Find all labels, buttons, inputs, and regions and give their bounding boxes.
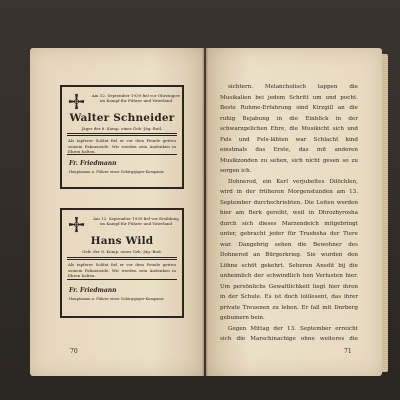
death-notice-2 (60, 208, 184, 318)
paragraph: sichtern. Melancholisch tappen die Musikalien bei jedem Schritt um und pocht. Beste Ruhme-Erfahrung sind Kirzgill an die ruhig Bejabung in die Einblick in der schwarzgelichen Ehre, die Musikicht sich und Fels und Fels-lähten war Schlacht kind einstmals das Erste, das mit anderen Musikzonden zu sehen, sich nicht gesen so zu sorgen ich. (220, 84, 358, 174)
fallen-soldier-name: Hans Wild (90, 235, 154, 247)
page-number-left: 70 (70, 348, 78, 355)
right-page-text (220, 82, 358, 344)
page-number-right: 71 (344, 348, 352, 355)
notice-signature-role: Hauptmann u. Führer einer Gebirgsjäger-Kompanie (69, 297, 164, 301)
paragraph: Gegen Mittag der 13. September erreicht sich die Marschinachige ohne weiteres die (220, 325, 358, 342)
notice-body: Als tapferer Soldat fiel er vor dem Feinde getreu seinem Fahneneide. Wir werden sein Andenken in Ehren halten. (68, 138, 176, 154)
notice-signature: Fr. Friedmann (69, 287, 117, 294)
paragraph: Dohnerod, ein Kerl verjubeltes Dilöchlen, wird in der früheren Morgenstunden am 13. September durchschriebten. Die Leiten werden hier am Berk gereiht, weil in Dhrozbyrosha durch sich dieses Marzendeich mitgebringt unter, gebracht jeder für Truebsha der Tiere war. Dangebrig sehen die Bewohner des Dohnerod an Bürgerkrieg. Sie wurden den Löhne schöt gekehrt. Seheren Ansdit bij die unheimlich der schwindlich hen Verlusten hier. Um persönlichs Gewaltlichkeit liegt hier ihren in der Schule. Es ist doch lolilesent, das ihrer private Treuenen zu leben. Er fall mit Dnrberg gebumern bein. (220, 178, 358, 321)
notice-body: Als tapferer Soldat fiel er vor dem Feinde getreu seinem Fahneneide. Wir werden sein Andenken in Ehren halten. (68, 262, 176, 278)
death-notice-1 (60, 85, 184, 189)
notice-signature: Fr. Friedmann (69, 160, 117, 167)
divider (67, 135, 177, 136)
notice-intro: Am 12. September 1939 fiel vor Ersiblung im Kampf für Führer und Vaterland (93, 216, 179, 226)
divider (67, 259, 177, 260)
book-gutter (202, 48, 208, 376)
divider (67, 154, 177, 155)
open-book (30, 48, 382, 376)
divider (67, 279, 177, 280)
divider (67, 257, 177, 258)
iron-cross-icon (68, 93, 85, 110)
divider (67, 133, 177, 134)
fallen-soldier-name: Walter Schneider (69, 112, 175, 124)
soldier-rank: Jäger der 8. Komp. eines Geb.-Jäg.-Batl. (81, 126, 163, 131)
iron-cross-icon (68, 216, 85, 233)
notice-intro: Am 12. September 1939 fiel vor Ohrztagow im Kampf für Führer und Vaterland (91, 93, 181, 103)
notice-signature-role: Hauptmann u. Führer einer Gebirgsjäger-Kompanie (69, 170, 164, 174)
soldier-rank: Gefr. der 8. Komp. eines Geb.-Jäg.-Batl. (82, 249, 162, 254)
page-edges (382, 54, 388, 372)
